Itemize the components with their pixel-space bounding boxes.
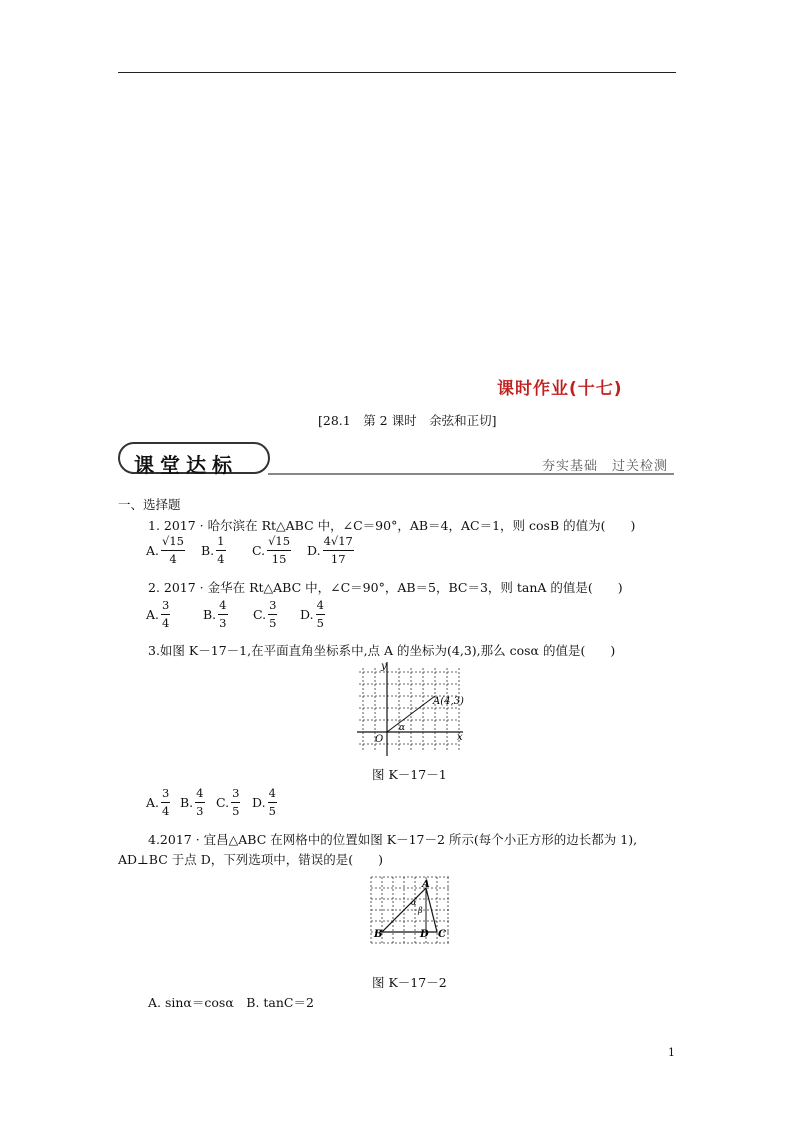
label-y: y bbox=[381, 661, 387, 672]
q1-option-b bbox=[201, 536, 228, 565]
question-3-stem: 3.如图 K－17－1,在平面直角坐标系中,点 A 的坐标为(4,3),那么 cosα 的值是( ) bbox=[148, 643, 616, 658]
question-2-stem: 2. 2017 · 金华在 Rt△ABC 中，∠C＝90°，AB＝5，BC＝3，则 tanA 的值是( ) bbox=[148, 580, 623, 595]
q2-option-b bbox=[203, 600, 230, 629]
q2-option-a bbox=[146, 600, 172, 629]
q2-option-a-fraction: $\frac{3}{4}$ bbox=[162, 598, 170, 630]
q3-option-c-fraction: $\frac{3}{5}$ bbox=[232, 786, 240, 818]
q2-option-d bbox=[300, 600, 327, 629]
q2-option-c-label: C. bbox=[253, 607, 267, 622]
q3-option-c-label: C. bbox=[216, 795, 230, 810]
q1-option-b-label: B. bbox=[201, 543, 215, 558]
figure-1-caption: 图 K－17－1 bbox=[372, 767, 447, 782]
q3-option-d-fraction: $\frac{4}{5}$ bbox=[268, 786, 276, 818]
figure-k17-2 bbox=[365, 873, 457, 945]
label-origin: O bbox=[375, 734, 384, 745]
q1-option-c-fraction: $\frac{√15}{15}$ bbox=[268, 534, 291, 566]
q3-option-d-label: D. bbox=[252, 795, 266, 810]
banner-tagline: 夯实基础 过关检测 bbox=[541, 459, 668, 474]
label-a: A bbox=[422, 879, 430, 890]
q2-option-b-label: B. bbox=[203, 607, 217, 622]
q3-option-b-fraction: $\frac{4}{3}$ bbox=[196, 786, 204, 818]
q1-option-a-label: A. bbox=[146, 543, 160, 558]
q2-option-b-fraction: $\frac{4}{3}$ bbox=[219, 598, 227, 630]
q1-option-c-label: C. bbox=[252, 543, 266, 558]
label-b: B bbox=[374, 929, 383, 940]
q3-option-a bbox=[146, 788, 172, 817]
q2-option-d-label: D. bbox=[300, 607, 314, 622]
lesson-subtitle: [28.1 第 2 课时 余弦和正切] bbox=[318, 413, 497, 428]
q2-option-d-fraction: $\frac{4}{5}$ bbox=[316, 598, 324, 630]
section-banner bbox=[118, 440, 674, 480]
label-c: C bbox=[438, 929, 446, 940]
banner-label: 课堂达标 bbox=[134, 453, 238, 477]
q3-option-a-label: A. bbox=[146, 795, 160, 810]
label-beta: β bbox=[418, 906, 423, 915]
banner-badge bbox=[118, 442, 270, 477]
q3-option-b-label: B. bbox=[180, 795, 194, 810]
page-title: 课时作业(十七) bbox=[497, 379, 623, 399]
q4-options: A. sinα＝cosα B. tanC＝2 bbox=[148, 995, 314, 1010]
q3-option-b bbox=[180, 788, 207, 817]
q2-option-c bbox=[253, 600, 279, 629]
q1-option-c bbox=[252, 536, 293, 565]
label-alpha: α bbox=[399, 723, 406, 733]
label-alpha: α bbox=[411, 898, 417, 907]
q1-option-a bbox=[146, 536, 187, 565]
question-4-stem-line1: 4.2017 · 宜昌△ABC 在网格中的位置如图 K－17－2 所示(每个小正方形的边长都为 1), bbox=[148, 832, 638, 847]
q2-option-a-label: A. bbox=[146, 607, 160, 622]
q1-option-d-label: D. bbox=[307, 543, 321, 558]
q3-option-d bbox=[252, 788, 279, 817]
question-1-stem: 1. 2017 · 哈尔滨在 Rt△ABC 中，∠C＝90°，AB＝4，AC＝1，则 cosB 的值为( ) bbox=[148, 518, 636, 533]
figure-k17-1 bbox=[355, 660, 467, 758]
page-number: 1 bbox=[668, 1046, 675, 1059]
figure-2-caption: 图 K－17－2 bbox=[372, 975, 447, 990]
q1-option-b-fraction: $\frac{1}{4}$ bbox=[217, 534, 225, 566]
label-d: D bbox=[420, 929, 429, 940]
header-rule bbox=[118, 72, 676, 73]
section-heading: 一、选择题 bbox=[118, 497, 181, 512]
question-4-stem-line2: AD⊥BC 于点 D，下列选项中，错误的是( ) bbox=[118, 852, 384, 867]
label-point-a: A(4,3) bbox=[433, 696, 464, 707]
q1-option-d-fraction: $\frac{4√17}{17}$ bbox=[323, 534, 353, 566]
q1-option-d bbox=[307, 536, 356, 565]
label-x: x bbox=[457, 732, 463, 743]
q3-option-a-fraction: $\frac{3}{4}$ bbox=[162, 786, 170, 818]
q3-option-c bbox=[216, 788, 242, 817]
q2-option-c-fraction: $\frac{3}{5}$ bbox=[269, 598, 277, 630]
q1-option-a-fraction: $\frac{√15}{4}$ bbox=[162, 534, 184, 566]
